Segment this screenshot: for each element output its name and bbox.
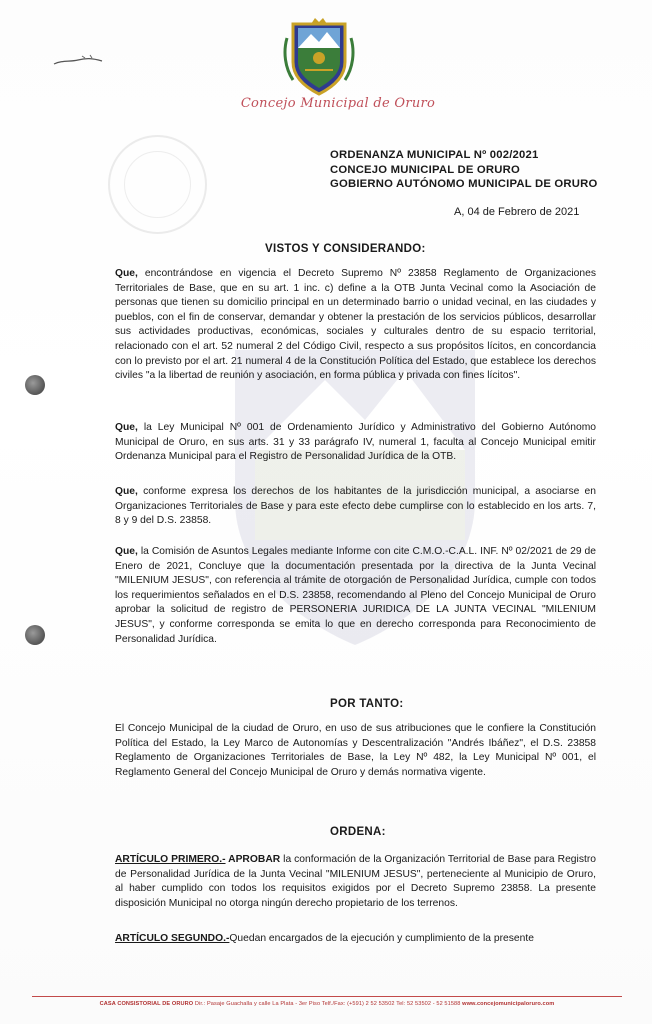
footer-website-link[interactable]: www.concejomunicipaloruro.com [462,1001,555,1007]
considerando-paragraph: Que, la Ley Municipal Nº 001 de Ordenamiento Jurídico y Administrativo del Gobierno Autónomo Municipal de Oruro, en sus arts. 31 y 33 parágrafo IV, numeral 1, faculta al Concejo Municipal emitir Ordenanza Municipal para el Registro de Personalidad Jurídica de la OTB. [115,422,596,463]
document-header [330,148,630,192]
embossed-seal [108,135,207,234]
binder-hole [25,625,45,645]
section-heading-por-tanto: POR TANTO: [330,698,404,710]
considerando-paragraph: Que, la Comisión de Asuntos Legales mediante Informe con cite C.M.O.-C.A.L. INF. Nº 02/2021 de 29 de Enero de 2021, Concluye que la documentación presentada por la directiva de la Junta Vecinal "MILENIUM JESUS", con referencia al trámite de otorgación de Personalidad Jurídica, cumple con todos los requerimientos señalados en el D.S. 23858, recomendando al Pleno del Concejo Municipal de Oruro aprobar la solicitud de registro de PERSONERIA JURIDICA DE LA JUNTA VECINAL "MILENIUM JESUS", y conforme corresponda se emita lo que en derecho corresponda para Reconocimiento de Personalidad Jurídica. [115,546,596,645]
ordinance-number: ORDENANZA MUNICIPAL Nº 002/2021 [330,149,539,161]
page-footer: CASA CONSISTORIAL DE ORURO Dir.: Pasaje Guachalla y calle La Plata - 3er Piso Telf./Fax: (+591) 2 52 53502 Tel: 52 53502 - 52 51588 www.concejomunicipaloruro.com [99,1001,555,1007]
binder-hole [25,375,45,395]
article-paragraph: ARTÍCULO SEGUNDO.-Quedan encargados de la ejecución y cumplimiento de la presente [115,933,534,944]
considerando-paragraph: Que, encontrándose en vigencia el Decreto Supremo Nº 23858 Reglamento de Organizaciones Territoriales de Base, que en su art. 1 inc. c) define a la OTB Junta Vecinal como la Asociación de personas que tienen su domicilio principal en un determinado barrio o unidad vecinal, en las ciudades y pueblos, con el fin de conservar, demandar y obtener la prestación de los servicios públicos, desarrollar sus actividades productivas, económicas, sociales y culturales dentro de su espacio territorial, relacionado con el art. 52 numeral 2 del Código Civil, respecto a sus propósitos lícitos, en concordancia con lo previsto por el art. 21 numeral 4 de la Constitución Política del Estado, que establece los derechos civiles "a la libertad de reunión y asociación, en forma pública y privada con fines lícitos". [115,268,596,382]
article-title: ARTÍCULO SEGUNDO.- [115,933,230,944]
por-tanto-paragraph: El Concejo Municipal de la ciudad de Oruro, en uso de sus atribuciones que le confiere la Constitución Política del Estado, la Ley Marco de Autonomías y Descentralización "Andrés Ibáñez", el D.S. 23858 Reglamento de Organizaciones Territoriales de Base, la Ley Nº 482, la Ley Municipal Nº 001, el Reglamento General del Concejo Municipal de Oruro y demás normativa vigente. [115,723,596,778]
section-heading-ordena: ORDENA: [330,826,386,838]
document-date: A, 04 de Febrero de 2021 [454,206,580,218]
article-title: ARTÍCULO PRIMERO.- [115,854,226,865]
section-heading-vistos: VISTOS Y CONSIDERANDO: [265,243,426,255]
municipal-coat-of-arms-icon [283,18,355,96]
footer-divider [32,996,622,997]
logo-caption: Concejo Municipal de Oruro [240,96,436,111]
article-paragraph: ARTÍCULO PRIMERO.- APROBAR la conformación de la Organización Territorial de Base para Registro de Personalidad Jurídica de la Junta Vecinal "MILENIUM JESUS", perteneciente al Municipio de Oruro, al haber cumplido con todos los requisitos exigidos por el Decreto Supremo 23858. La presente disposición Municipal no otorga ningún derecho propietario de los terrenos. [115,854,596,909]
pen-mark [52,52,106,68]
government-name: GOBIERNO AUTÓNOMO MUNICIPAL DE ORURO [330,178,598,190]
council-name: CONCEJO MUNICIPAL DE ORURO [330,163,520,176]
considerando-paragraph: Que, conforme expresa los derechos de los habitantes de la jurisdicción municipal, a asociarse en Organizaciones Territoriales de Base y para este efecto debe cumplirse con lo establecido en los arts. 7, 8 y 9 del D.S. 23858. [115,486,596,527]
